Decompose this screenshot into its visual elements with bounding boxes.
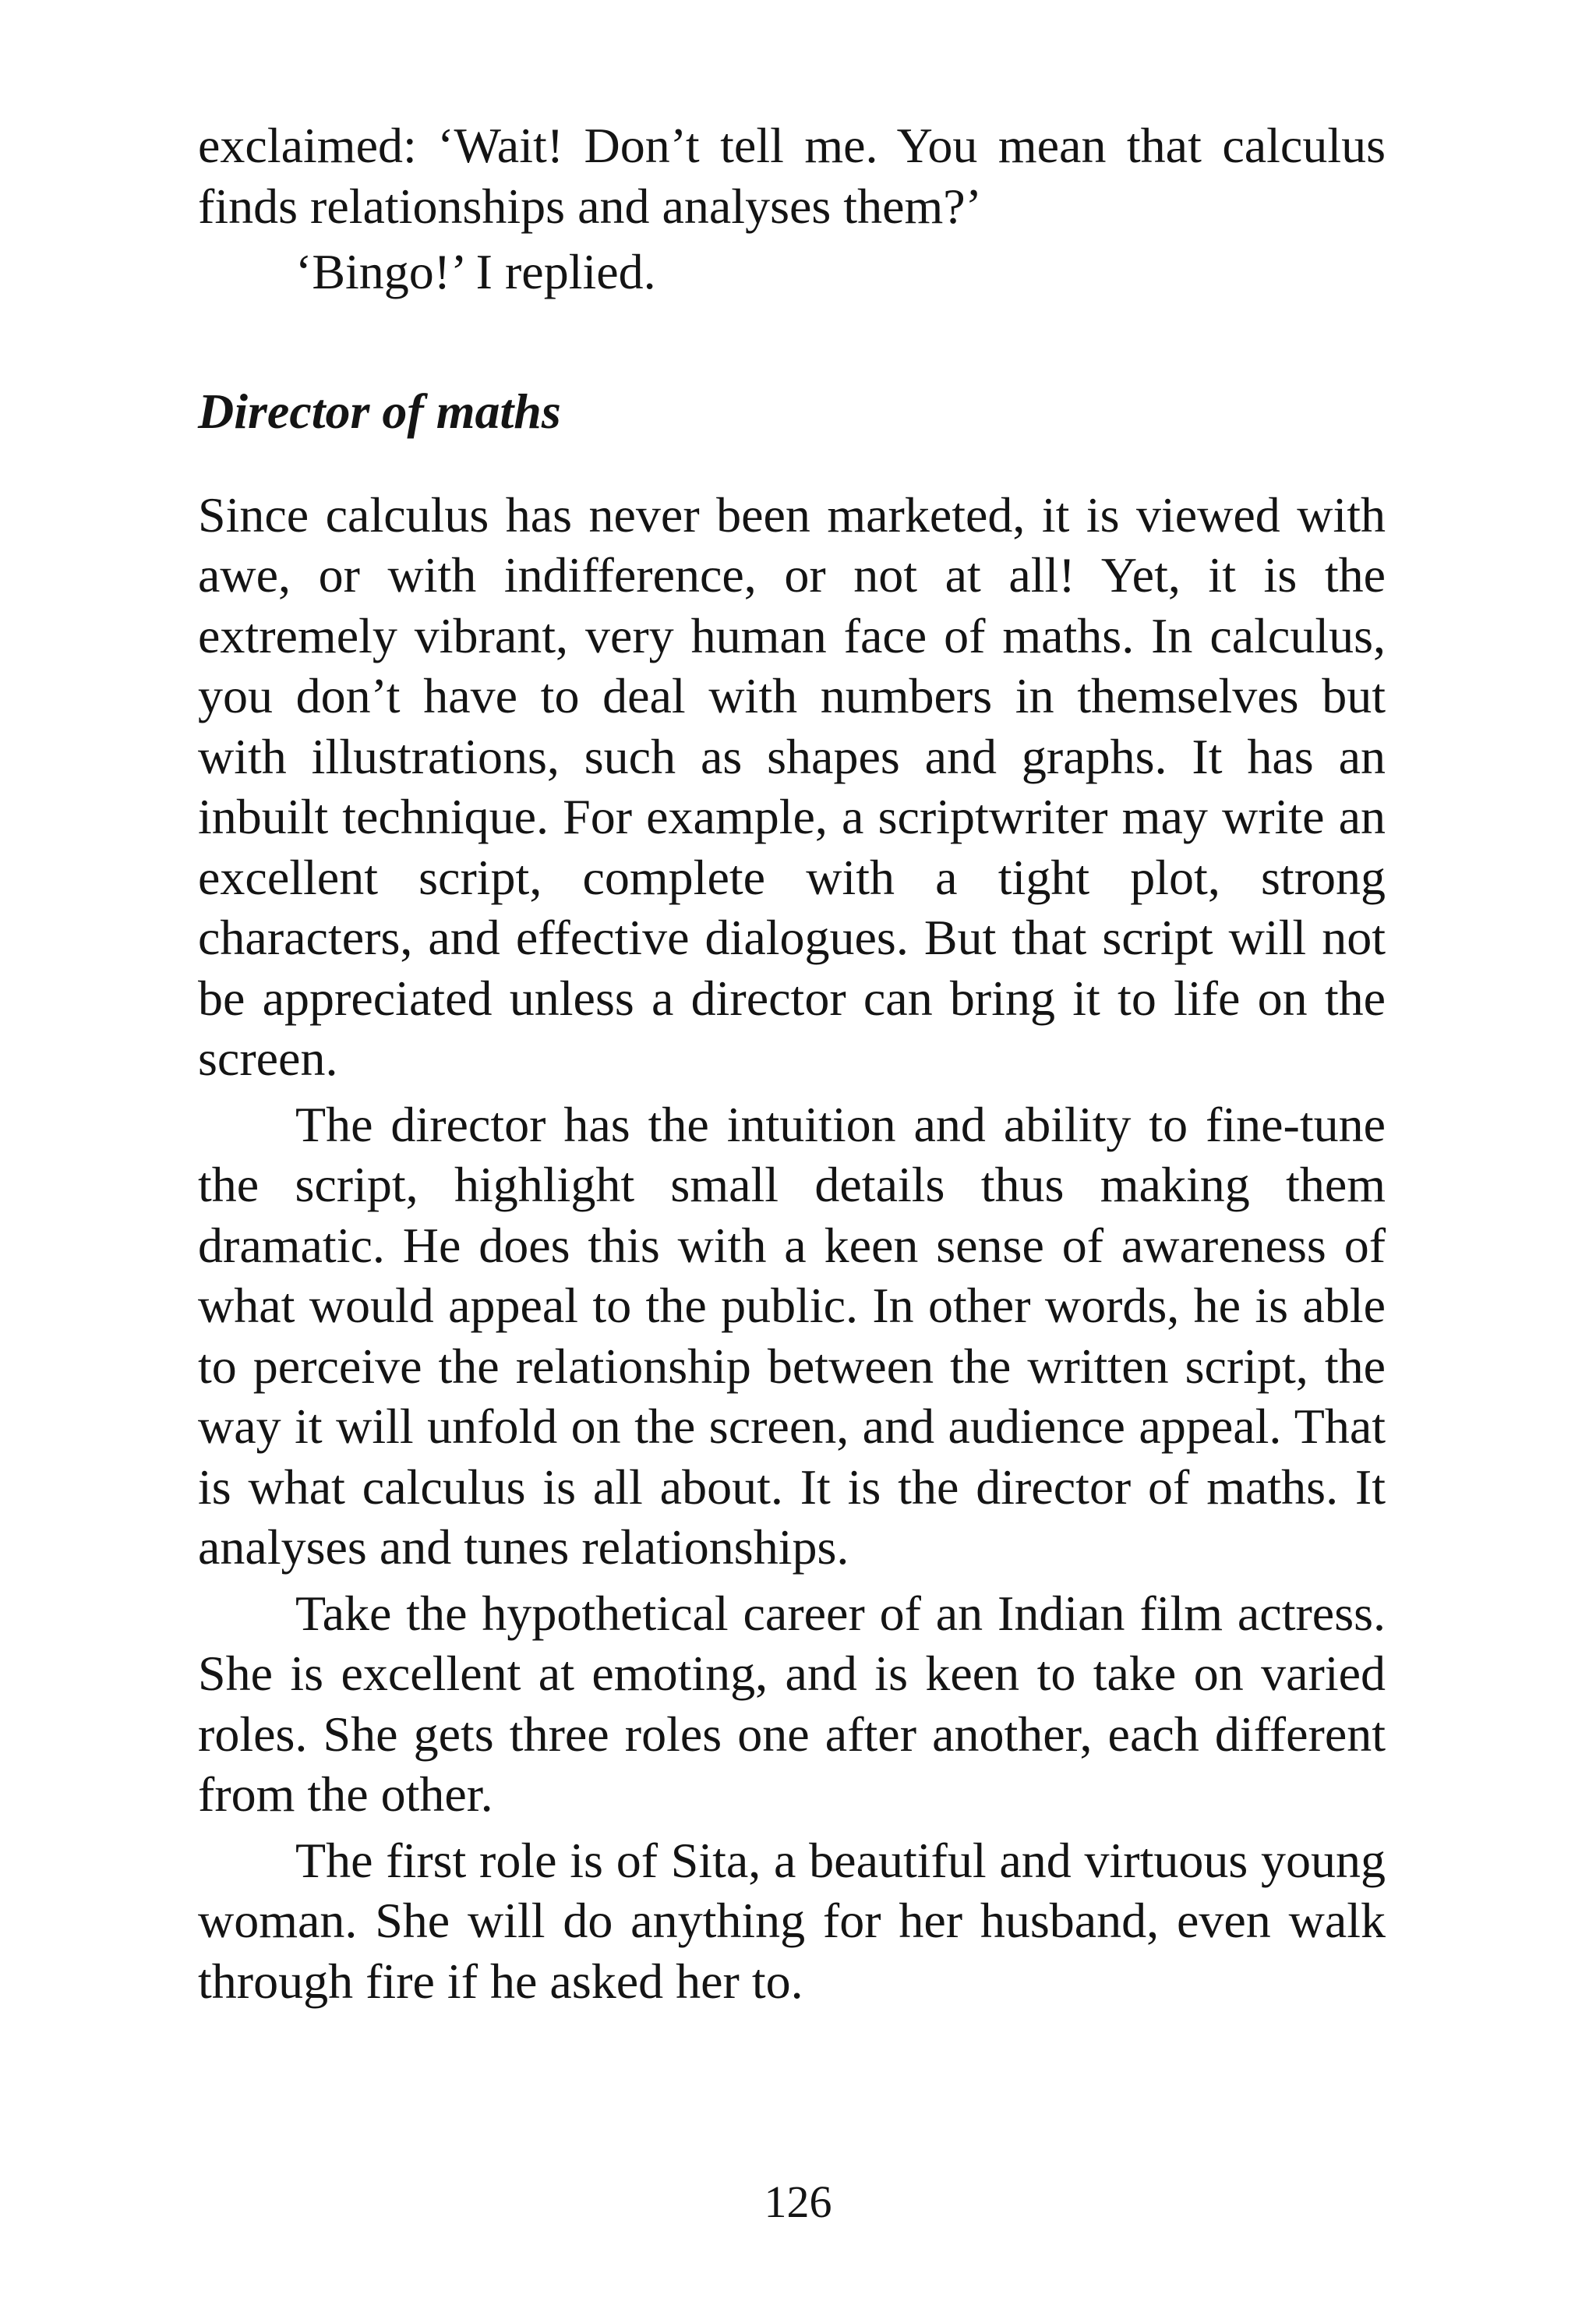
section-heading: Director of maths bbox=[198, 383, 561, 439]
reply-line: ‘Bingo!’ I replied. bbox=[295, 244, 656, 299]
paragraph-film-actress: Take the hypothetical career of an Indian film actress. She is excellent at emoting, and is keen to take on varied roles. She gets three roles one after another, each different from the other. bbox=[198, 1585, 1386, 1822]
page-body bbox=[198, 115, 1386, 2011]
page-number: 126 bbox=[764, 2176, 832, 2227]
paragraph-sita-role: The first role is of Sita, a beautiful and virtuous young woman. She will do anything for her husband, even walk through fire if he asked her to. bbox=[198, 1832, 1386, 2009]
opening-paragraph: exclaimed: ‘Wait! Don’t tell me. You mean that calculus finds relationships and analyses them?’ bbox=[198, 118, 1386, 234]
paragraph-calculus-marketing: Since calculus has never been marketed, it is viewed with awe, or with indifference, or not at all! Yet, it is the extremely vibrant, very human face of maths. In calculus, you don’t have to deal with numbers in themselves but with illustrations, such as shapes and graphs. It has an inbuilt technique. For example, a scriptwriter may write an excellent script, complete with a tight plot, strong characters, and effective dialogues. But that script will not be appreciated unless a director can bring it to life on the screen. bbox=[198, 486, 1386, 1086]
paragraph-director-intuition: The director has the intuition and ability to fine-tune the script, highlight small details thus making them dramatic. He does this with a keen sense of awareness of what would appeal to the public. In other words, he is able to perceive the relationship between the written script, the way it will unfold on the screen, and audience appeal. That is what calculus is all about. It is the director of maths. It analyses and tunes relationships. bbox=[198, 1096, 1386, 1575]
